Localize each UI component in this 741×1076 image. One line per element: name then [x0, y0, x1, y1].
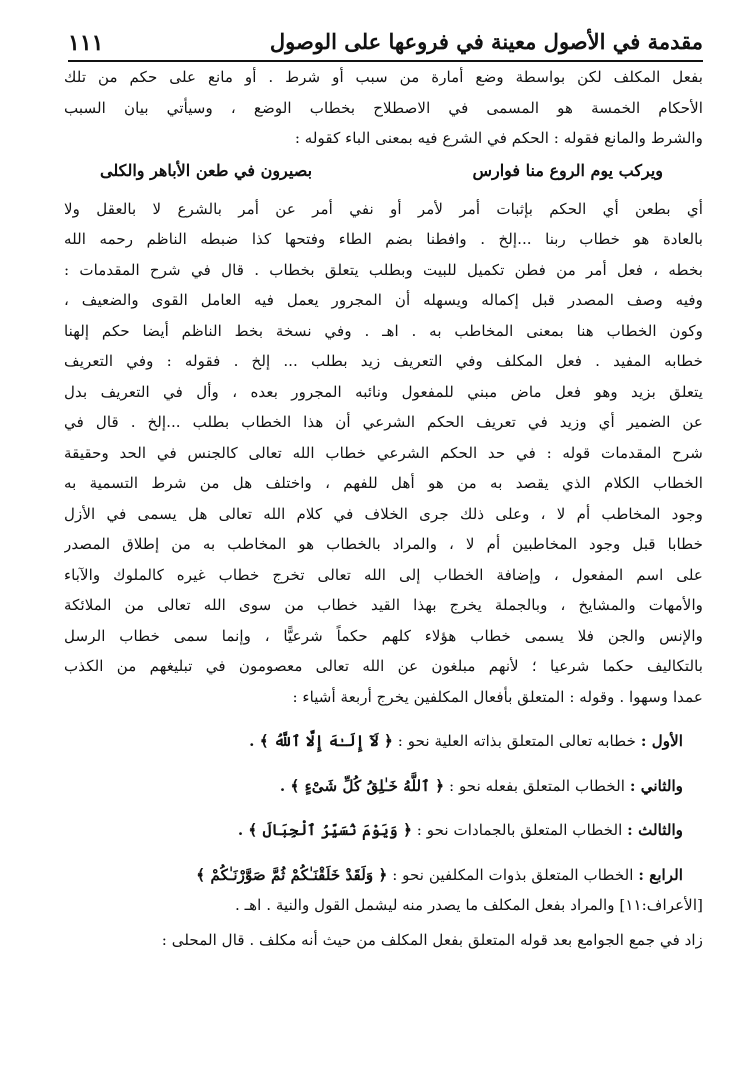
list-item-second	[64, 771, 683, 802]
quran-verse: ﴿ وَلَقَدْ خَلَقْنَـٰكُمْ ثُمَّ صَوَّرْنَـٰكُمْ ﴾	[196, 865, 388, 884]
list-item-fourth	[64, 860, 683, 891]
item-label: والثالث :	[627, 821, 683, 839]
main-text	[64, 62, 703, 955]
item-text: خطابه تعالى المتعلق بذاته العلية نحو :	[397, 732, 637, 750]
text-line: بفعل المكلف لكن بواسطة وضع أمارة من سبب أو شرط . أو مانع على حكم من تلك	[64, 68, 703, 86]
item-label: الرابع :	[638, 865, 683, 884]
text-line: يتعلق بزيد وهو فعل ماض مبني للمفعول ونائبه المجرور بعده ، وأل في التعريف بدل	[64, 382, 703, 401]
page-number: ١١١	[68, 30, 104, 56]
text-line: على اسم المفعول ، وإضافة الخطاب إلى الله تعالى تخرج خطاب غيره كالملوك والآباء	[64, 565, 703, 584]
paragraph-2	[64, 194, 703, 713]
text-line: بالتكاليف حكما شرعيا ؛ لأنهم مبلغون عن الله تعالى معصومون في تبليغهم من الكذب	[64, 657, 703, 675]
text-line: خطابا قبل وجود المخاطبين أم لا ، والمراد بالخطاب هو المخاطب به من إطلاق المصدر	[64, 535, 703, 553]
paragraph-3	[64, 925, 703, 956]
text-line: والإنس والجن فلا يسمى خطاب هؤلاء كلهم حكماً شرعيًّا ، وإنما سمى خطاب الرسل	[64, 626, 703, 645]
item-text: الخطاب المتعلق بذوات المكلفين نحو :	[392, 865, 634, 884]
text-line: والأمهات والمشايخ ، وبالجملة يخرج بهذا القيد خطاب من سوى الله تعالى من الملائكة	[64, 596, 703, 614]
text-line: عمدا وسهوا . وقوله : المتعلق بأفعال المكلفين يخرج أربعة أشياء :	[292, 687, 703, 706]
quran-verse: ﴿ لَآ إِلَـٰهَ إِلَّا ٱللَّهُ ﴾ .	[249, 732, 393, 750]
text-line: وكون الخطاب هنا بمعنى المخاطب به . اهـ . وفي نسخة بخط الناظم أيضا حكم إلهنا	[64, 321, 703, 340]
item-text: الخطاب المتعلق بالجمادات نحو :	[416, 821, 623, 839]
verse-second-hemistich: بصيرون في طعن الأباهر والكلى	[100, 160, 313, 180]
paragraph-1	[64, 62, 703, 154]
text-line: شرح المقدمات قوله : في حد الحكم الشرعي خطاب الله تعالى كالجنس في الحد وحقيقة	[64, 443, 703, 462]
text-line: زاد في جمع الجوامع بعد قوله المتعلق بفعل المكلف من حيث أنه مكلف . قال المحلى :	[161, 930, 703, 949]
poetry-verse	[64, 154, 703, 194]
quran-verse: ﴿ ٱللَّهُ خَـٰلِقُ كُلِّ شَىْءٍ ﴾ .	[279, 776, 445, 795]
text-line: عن الضمير أي وزيد في تعريف الحكم الشرعي أن هذا الخطاب بطلب ...إلخ . قال في	[64, 413, 703, 431]
text-line: خطابه المفيد . فعل المكلف وفي التعريف زيد بطلب ... إلخ . فقوله : وفي التعريف	[64, 352, 703, 370]
text-line: وجود المخاطب أم لا ، وعلى ذلك جرى الخلاف في كلام الله تعالى هل يسمى في الأزل	[64, 504, 703, 523]
list-item-first	[64, 726, 683, 757]
text-line: الخطاب الكلام الذي يقصد به من هو أهل للفهم ، واختلف هل من شرط التسمية به	[64, 474, 703, 492]
text-line: والشرط والمانع فقوله : الحكم في الشرع فيه بمعنى الباء كقوله :	[294, 129, 703, 147]
quran-verse: ﴿ وَيَوْمَ نُسَيِّرُ ٱلْجِبَالَ ﴾ .	[237, 821, 412, 839]
item-continuation: [الأعراف:١١] والمراد بفعل المكلف ما يصدر منه ليشمل القول والنية . اهـ .	[235, 896, 703, 914]
text-line: بخطه ، فعل أمر من فطن تكميل للبيت وبطلب يتعلق بخطاب . قال في شرح المقدمات :	[64, 260, 703, 279]
running-header	[68, 18, 703, 62]
item-label: والثاني :	[629, 776, 683, 795]
text-line: بالعادة هو خطاب ربنا ...إلخ . وافطنا بضم الطاء وفتحها كذا ضبطه الناظم رحمه الله	[64, 230, 703, 248]
item-text: الخطاب المتعلق بفعله نحو :	[449, 776, 625, 795]
verse-first-hemistich: ويركب يوم الروع منا فوارس	[472, 160, 663, 180]
text-line: الأحكام الخمسة هو المسمى في الاصطلاح بخطاب الوضع ، وسيأتي بيان السبب	[64, 98, 703, 117]
text-line: وفيه وصف المصدر قبل إكماله ويسهله أن المجرور يعمل فيه العامل القوى والضعيف ،	[64, 291, 703, 309]
item-label: الأول :	[640, 732, 683, 750]
running-title: مقدمة في الأصول معينة في فروعها على الوصول	[269, 29, 703, 54]
list-item-third	[64, 815, 683, 846]
text-line: أي بطعن أي الحكم بإثبات أمر لأمر أو نفي أمر عن أمر بالشرع لا بالعقل ولا	[64, 199, 703, 218]
